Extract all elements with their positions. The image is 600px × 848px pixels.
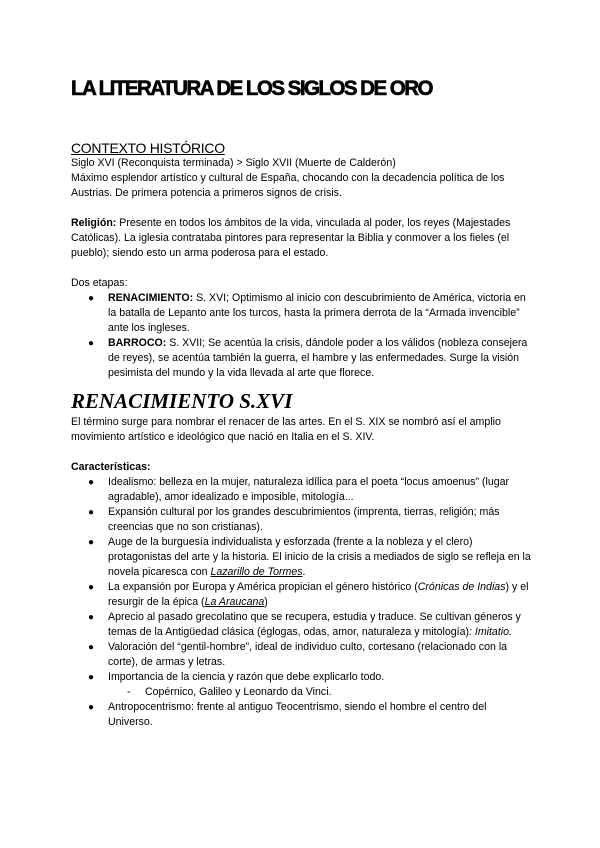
bullet-icon: ● xyxy=(88,338,95,349)
sub-list-item xyxy=(71,685,531,700)
cronicas-title: Crónicas de Indias xyxy=(417,581,506,593)
feature-text-end: . xyxy=(302,566,306,578)
feature-text-mid: ) y el resurgir de la épica ( xyxy=(108,581,529,608)
feature-text: La expansión por Europa y América propician el género histórico ( xyxy=(108,581,418,593)
stage-label: RENACIMIENTO: xyxy=(108,292,194,304)
bullet-icon: ● xyxy=(88,642,95,653)
renacimiento-intro: El término surge para nombrar el renacer de las artes. En el S. XIX se nombró así el amplio movimiento artístico e ideológico que nació en Italia en el S. XIV. xyxy=(71,416,501,443)
stage-label: BARROCO: xyxy=(108,337,167,349)
bullet-icon: ● xyxy=(88,537,95,548)
features-label: Características: xyxy=(71,461,151,473)
list-item xyxy=(71,475,531,505)
bullet-icon: ● xyxy=(88,477,95,488)
bullet-icon: ● xyxy=(88,612,95,623)
dash-icon: - xyxy=(127,686,131,698)
list-item xyxy=(71,670,531,685)
list-item xyxy=(71,610,531,640)
list-item xyxy=(71,291,531,336)
religion-label: Religión: xyxy=(71,217,117,229)
document-title: LA LITERATURA DE LOS SIGLOS DE ORO xyxy=(71,77,432,100)
stage-text: S. XVII; Se acentúa la crisis, dándole poder a los válidos (nobleza consejera de reyes), se acentúa también la guerra, el hambre y las enfermedades. Surge la visión pesimista del mundo y la vida llevada al arte que florece. xyxy=(108,337,528,379)
list-item xyxy=(71,535,531,580)
stage-text: S. XVI; Optimismo al inicio con descubrimiento de América, victoria en la batalla de Lepanto ante los turcos, hasta la primera derrota de la “Armada invencible” ante los ingleses. xyxy=(108,292,526,334)
imitatio-text: : Imitatio. xyxy=(468,626,512,638)
list-item xyxy=(71,700,531,730)
sub-list xyxy=(71,685,531,700)
list-item xyxy=(71,336,531,381)
renacimiento-heading: RENACIMIENTO S.XVI xyxy=(71,389,293,413)
feature-text: Antropocentrismo: frente al antiguo Teocentrismo, siendo el hombre el centro del Universo. xyxy=(108,701,487,728)
document-body xyxy=(71,78,531,730)
lazarillo-link[interactable]: Lazarillo de Tormes xyxy=(210,566,303,578)
feature-text: Aprecio al pasado grecolatino que se recupera, estudia y traduce. Se cultivan géneros y temas de la Antigüedad clásica (églogas, odas, amor, naturaleza y mitología) xyxy=(108,611,521,638)
araucana-link[interactable]: La Araucana xyxy=(204,596,265,608)
list-item xyxy=(71,505,531,535)
features-list-continued xyxy=(71,700,531,730)
feature-text-end: ) xyxy=(264,596,268,608)
sub-item-text: Copérnico, Galileo y Leonardo da Vinci. xyxy=(145,686,332,698)
feature-text: Auge de la burguesía individualista y esforzada (frente a la nobleza y el clero) protagonistas del arte y la historia. El inicio de la crisis a mediados de siglo se refleja en la novela picaresca con xyxy=(108,536,531,578)
bullet-icon: ● xyxy=(88,702,95,713)
list-item xyxy=(71,580,531,610)
feature-text: Idealismo: belleza en la mujer, naturaleza idílica para el poeta “locus amoenus” (lugar agradable), amor idealizado e imposible, mitología... xyxy=(108,476,510,503)
bullet-icon: ● xyxy=(88,293,95,304)
stages-list xyxy=(71,291,531,381)
feature-text: Importancia de la ciencia y razón que debe explicarlo todo. xyxy=(108,671,385,683)
feature-text: Valoración del “gentil-hombre”, ideal de individuo culto, cortesano (relacionado con la corte), de armas y letras. xyxy=(108,641,508,668)
features-list xyxy=(71,475,531,685)
religion-paragraph xyxy=(71,216,531,261)
list-item xyxy=(71,640,531,670)
feature-text: Expansión cultural por los grandes descubrimientos (imprenta, tierras, religión; más creencias que no son cristianas). xyxy=(108,506,500,533)
context-line-1: Siglo XVI (Reconquista terminada) > Siglo XVII (Muerte de Calderón) xyxy=(71,157,396,169)
religion-text: Presente en todos los ámbitos de la vida, vinculada al poder, los reyes (Majestades Católicas). La iglesia contrataba pintores para representar la Biblia y conmover a los fieles (el pueblo); siendo esto un arma poderosa para el estado. xyxy=(71,217,511,259)
stages-intro: Dos etapas: xyxy=(71,277,128,289)
bullet-icon: ● xyxy=(88,672,95,683)
bullet-icon: ● xyxy=(88,582,95,593)
context-heading: CONTEXTO HISTÓRICO xyxy=(71,140,225,156)
bullet-icon: ● xyxy=(88,507,95,518)
context-line-2: Máximo esplendor artístico y cultural de España, chocando con la decadencia política de los Austrias. De primera potencia a primeros signos de crisis. xyxy=(71,172,505,199)
